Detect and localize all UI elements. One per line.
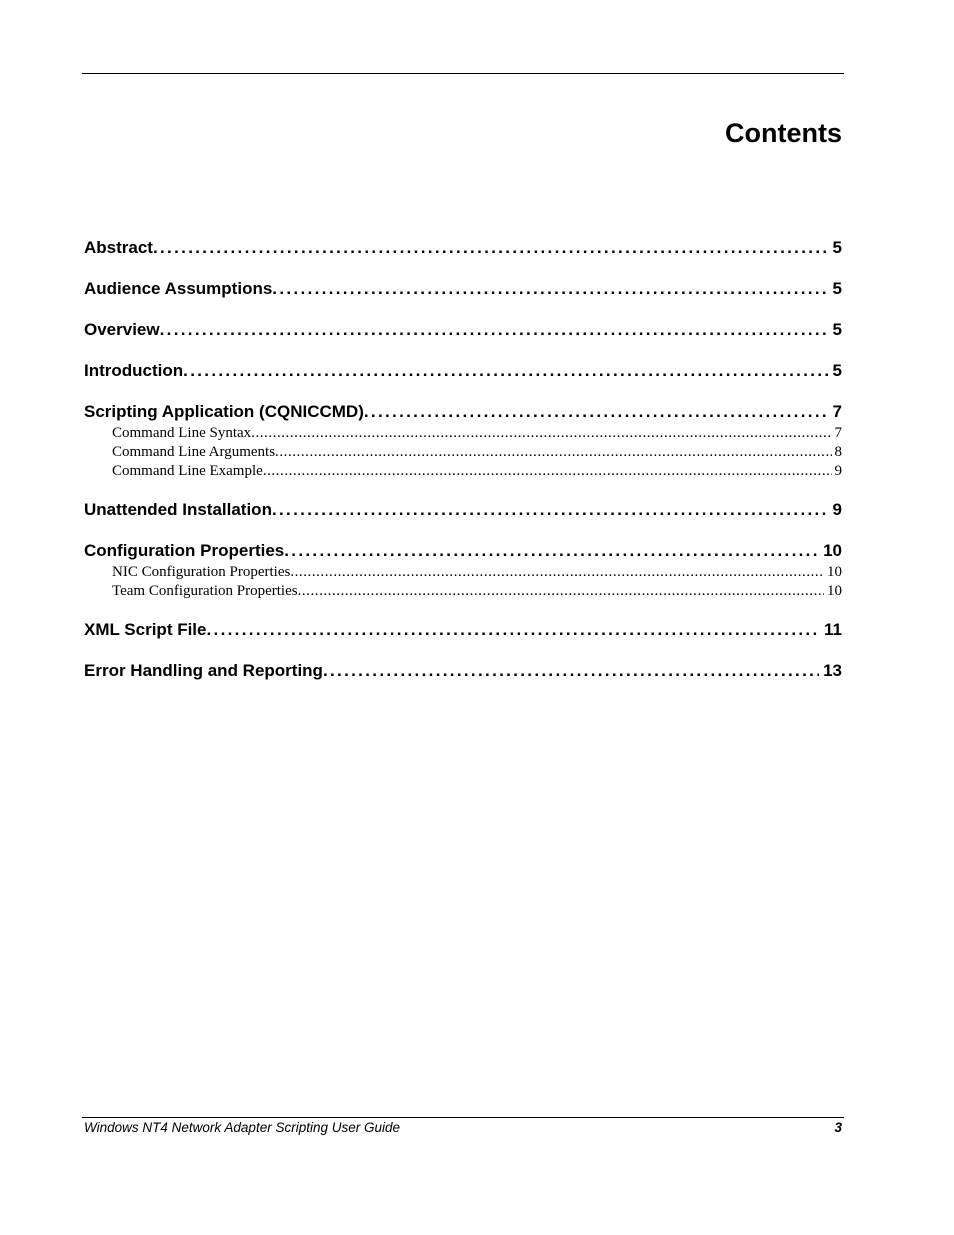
toc-subentry[interactable]	[84, 443, 842, 462]
dot-leader	[207, 618, 821, 642]
toc-page-number: 8	[834, 444, 842, 460]
toc-section	[84, 539, 842, 601]
toc-page-number: 7	[834, 425, 842, 441]
dot-leader	[153, 236, 829, 260]
footer-page-number: 3	[834, 1120, 842, 1135]
toc-entry-label: Abstract	[84, 238, 153, 257]
toc-page-number: 5	[832, 238, 842, 257]
toc-section	[84, 318, 842, 342]
toc-entry[interactable]	[84, 659, 842, 683]
toc-page-number: 10	[823, 541, 842, 560]
dot-leader	[290, 563, 824, 582]
toc-section	[84, 498, 842, 522]
toc-subentry[interactable]	[84, 424, 842, 443]
toc-entry[interactable]	[84, 539, 842, 563]
toc-entry[interactable]	[84, 277, 842, 301]
dot-leader	[160, 318, 829, 342]
toc-entry[interactable]	[84, 618, 842, 642]
page-title: Contents	[725, 118, 842, 148]
toc-page-number: 5	[832, 361, 842, 380]
dot-leader	[323, 659, 819, 683]
toc-subentry[interactable]	[84, 582, 842, 601]
toc-section	[84, 236, 842, 260]
toc-entry[interactable]	[84, 236, 842, 260]
toc-entry-label: Configuration Properties	[84, 541, 285, 560]
toc-page-number: 5	[832, 320, 842, 339]
toc-entry-label: NIC Configuration Properties	[112, 564, 291, 580]
dot-leader	[275, 443, 831, 462]
dot-leader	[284, 539, 819, 563]
toc-entry-label: Scripting Application (CQNICCMD)	[84, 402, 364, 421]
toc-section	[84, 359, 842, 383]
toc-section	[84, 659, 842, 683]
toc-page-number: 5	[832, 279, 842, 298]
toc-entry[interactable]	[84, 498, 842, 522]
toc-entry-label: Command Line Example	[112, 463, 263, 479]
toc-entry-label: Error Handling and Reporting	[84, 661, 323, 680]
dot-leader	[251, 424, 831, 443]
toc-page-number: 9	[834, 463, 842, 479]
dot-leader	[272, 498, 829, 522]
toc-entry-label: XML Script File	[84, 620, 207, 639]
dot-leader	[298, 582, 824, 601]
toc-entry-label: Unattended Installation	[84, 500, 272, 519]
dot-leader	[183, 359, 828, 383]
toc-entry-label: Audience Assumptions	[84, 279, 273, 298]
toc-entry-label: Command Line Syntax	[112, 425, 252, 441]
toc-page-number: 7	[832, 402, 842, 421]
header-rule	[82, 73, 844, 74]
toc-entry-label: Overview	[84, 320, 160, 339]
toc-section	[84, 618, 842, 642]
toc-entry-label: Team Configuration Properties	[112, 583, 298, 599]
table-of-contents	[84, 236, 842, 700]
toc-subentry[interactable]	[84, 462, 842, 481]
dot-leader	[272, 277, 828, 301]
dot-leader	[364, 400, 829, 424]
toc-page-number: 10	[827, 564, 842, 580]
toc-section	[84, 400, 842, 481]
toc-page-number: 13	[823, 661, 842, 680]
dot-leader	[263, 462, 832, 481]
toc-entry[interactable]	[84, 359, 842, 383]
toc-entry-label: Introduction	[84, 361, 184, 380]
toc-entry-label: Command Line Arguments	[112, 444, 276, 460]
toc-subentry[interactable]	[84, 563, 842, 582]
toc-entry[interactable]	[84, 400, 842, 424]
footer-rule	[82, 1117, 844, 1118]
toc-page-number: 11	[824, 620, 842, 639]
toc-page-number: 10	[827, 583, 842, 599]
toc-section	[84, 277, 842, 301]
footer-document-title: Windows NT4 Network Adapter Scripting User Guide	[84, 1120, 400, 1135]
toc-page-number: 9	[832, 500, 842, 519]
toc-entry[interactable]	[84, 318, 842, 342]
